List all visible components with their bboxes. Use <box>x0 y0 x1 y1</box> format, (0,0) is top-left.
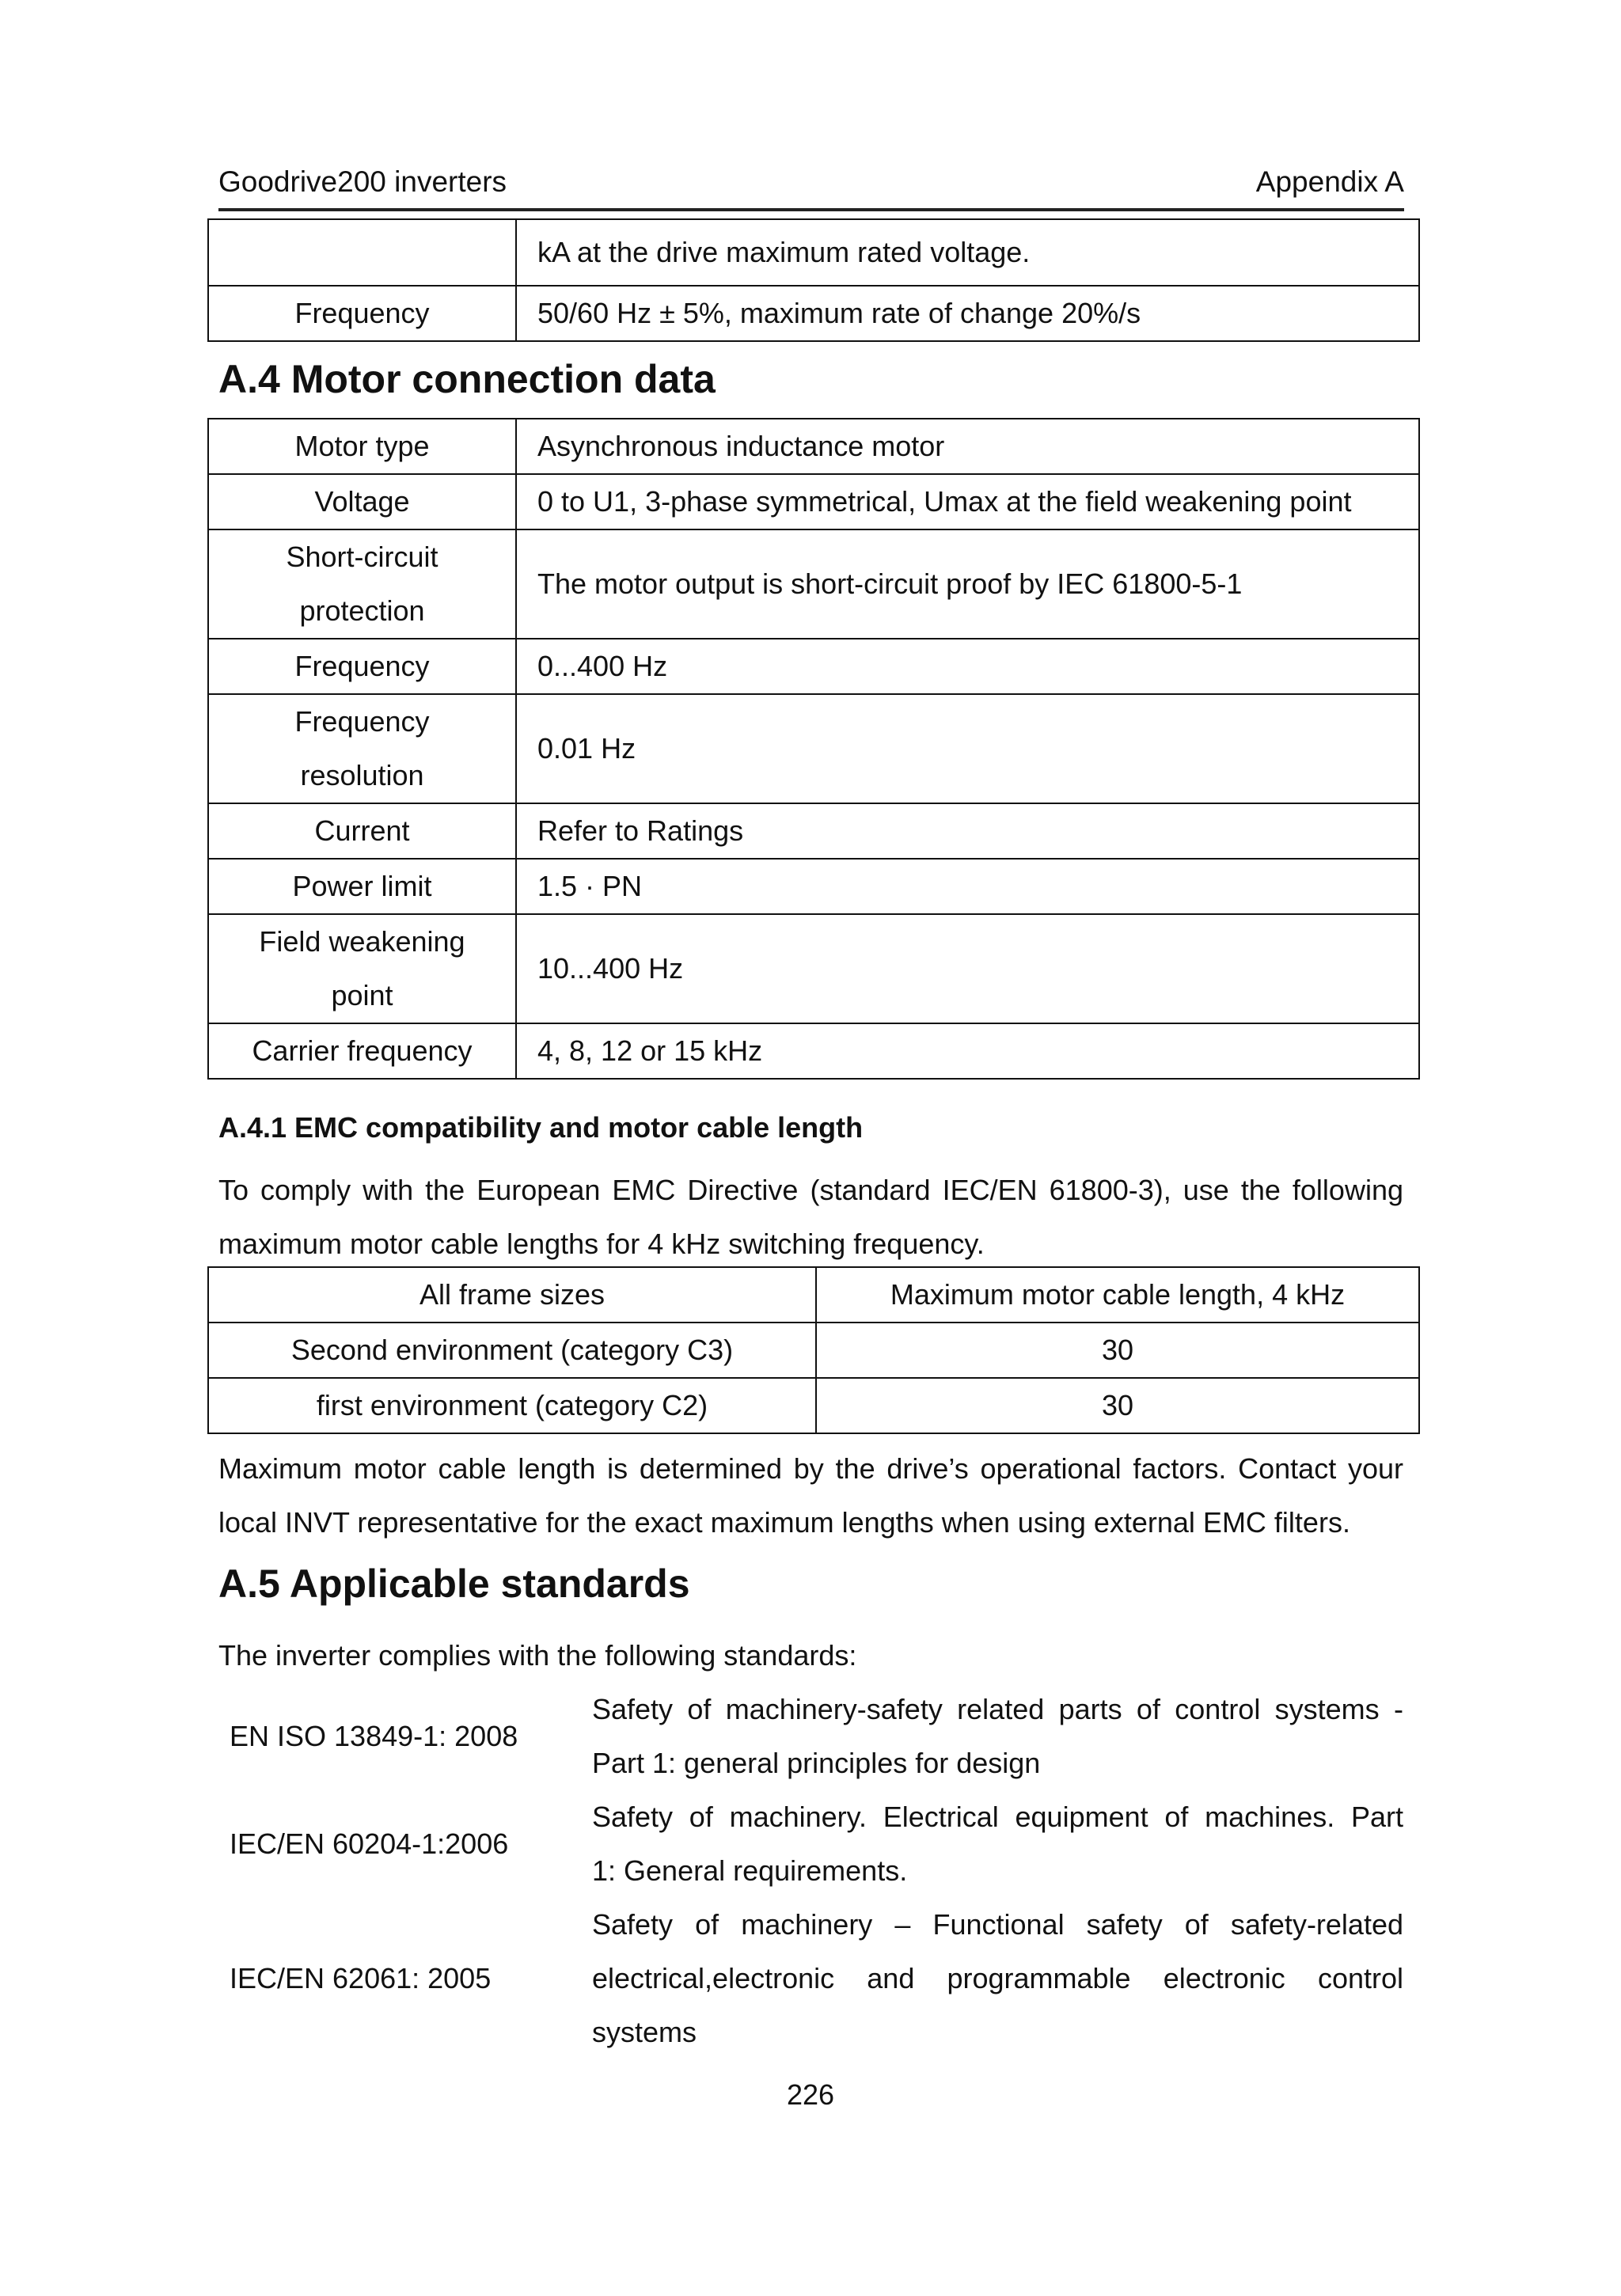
table-row <box>208 1323 1419 1378</box>
table-row <box>208 914 1419 1023</box>
motor-connection-table <box>207 418 1420 1080</box>
table-cell: Second environment (category C3) <box>208 1323 816 1378</box>
table-cell-value: The motor output is short-circuit proof by IEC 61800-5-1 <box>516 529 1419 639</box>
table-cell-value: Asynchronous inductance motor <box>516 419 1419 474</box>
label-line: Short-circuit <box>286 541 438 573</box>
section-heading-a5: A.5 Applicable standards <box>218 1562 690 1606</box>
table-cell-label: Current <box>208 803 516 859</box>
emc-cable-length-table <box>207 1266 1420 1434</box>
table-row <box>208 419 1419 474</box>
table-header-cell: All frame sizes <box>208 1267 816 1323</box>
table-header-row <box>208 1267 1419 1323</box>
description-line: Part 1: general principles for design <box>592 1747 1041 1779</box>
page-number: 226 <box>786 2078 835 2111</box>
table-row <box>208 803 1419 859</box>
table-cell-value: Refer to Ratings <box>516 803 1419 859</box>
table-row <box>208 474 1419 529</box>
header-title: Goodrive200 inverters <box>218 165 507 198</box>
table-cell-value: kA at the drive maximum rated voltage. <box>516 219 1419 286</box>
table-row <box>208 859 1419 914</box>
table-cell-value: 1.5 · PN <box>516 859 1419 914</box>
section-heading-a4: A.4 Motor connection data <box>218 357 716 401</box>
table-cell: 30 <box>816 1378 1419 1433</box>
table-header-cell: Maximum motor cable length, 4 kHz <box>816 1267 1419 1323</box>
standard-code: IEC/EN 62061: 2005 <box>230 1962 492 1994</box>
table-cell-label <box>208 529 516 639</box>
table-cell-value: 4, 8, 12 or 15 kHz <box>516 1023 1419 1079</box>
label-line: point <box>331 979 393 1011</box>
table-cell-value: 10...400 Hz <box>516 914 1419 1023</box>
page-header <box>218 162 1404 211</box>
standards-intro: The inverter complies with the following standards: <box>218 1639 857 1672</box>
table-row <box>208 529 1419 639</box>
standard-code: IEC/EN 60204-1:2006 <box>230 1827 509 1860</box>
table-row <box>208 694 1419 803</box>
description-line: systems <box>592 2016 697 2048</box>
standard-description <box>592 1683 1403 1790</box>
table-row <box>208 286 1419 341</box>
table-cell-value: 0.01 Hz <box>516 694 1419 803</box>
standard-description <box>592 1898 1403 2059</box>
label-line: Field weakening <box>259 925 465 958</box>
standard-item <box>218 1898 1403 2059</box>
table-cell-label: Carrier frequency <box>208 1023 516 1079</box>
table-cell-label: Power limit <box>208 859 516 914</box>
emc-note-paragraph: Maximum motor cable length is determined by the drive’s operational factors. Contact your local INVT representative for the exact maximum lengths when using external EMC filters. <box>218 1452 1403 1539</box>
description-line: 1: General requirements. <box>592 1854 908 1887</box>
table-cell-value: 0 to U1, 3-phase symmetrical, Umax at the field weakening point <box>516 474 1419 529</box>
emc-intro-paragraph: To comply with the European EMC Directive (standard IEC/EN 61800-3), use the following maximum motor cable lengths for 4 kHz switching frequency. <box>218 1174 1403 1260</box>
table-row <box>208 1023 1419 1079</box>
table-cell-label: Frequency <box>208 286 516 341</box>
label-line: Frequency <box>294 705 430 738</box>
table-cell: 30 <box>816 1323 1419 1378</box>
table-cell: first environment (category C2) <box>208 1378 816 1433</box>
label-line: protection <box>299 594 425 627</box>
table-cell-label <box>208 914 516 1023</box>
table-row <box>208 219 1419 286</box>
standard-item <box>218 1790 1403 1898</box>
header-section: Appendix A <box>1255 165 1404 198</box>
standard-code: EN ISO 13849-1: 2008 <box>230 1720 518 1752</box>
table-cell-label <box>208 219 516 286</box>
table-cell-label <box>208 694 516 803</box>
table-cell-value: 0...400 Hz <box>516 639 1419 694</box>
standard-item <box>218 1683 1403 1790</box>
input-data-table-continued <box>207 218 1420 342</box>
table-row <box>208 1378 1419 1433</box>
description-line: electrical,electronic and programmable electronic control <box>592 1962 1403 1994</box>
description-line: Safety of machinery. Electrical equipment of machines. Part <box>592 1801 1403 1833</box>
table-cell-value: 50/60 Hz ± 5%, maximum rate of change 20%/s <box>516 286 1419 341</box>
standards-list <box>218 1683 1403 2059</box>
standard-description <box>592 1790 1403 1898</box>
description-line: Safety of machinery-safety related parts of control systems - <box>592 1693 1403 1725</box>
subsection-heading-a41: A.4.1 EMC compatibility and motor cable length <box>218 1111 864 1144</box>
table-cell-label: Frequency <box>208 639 516 694</box>
table-cell-label: Voltage <box>208 474 516 529</box>
table-row <box>208 639 1419 694</box>
table-cell-label: Motor type <box>208 419 516 474</box>
description-line: Safety of machinery – Functional safety of safety-related <box>592 1908 1403 1941</box>
label-line: resolution <box>300 759 424 791</box>
